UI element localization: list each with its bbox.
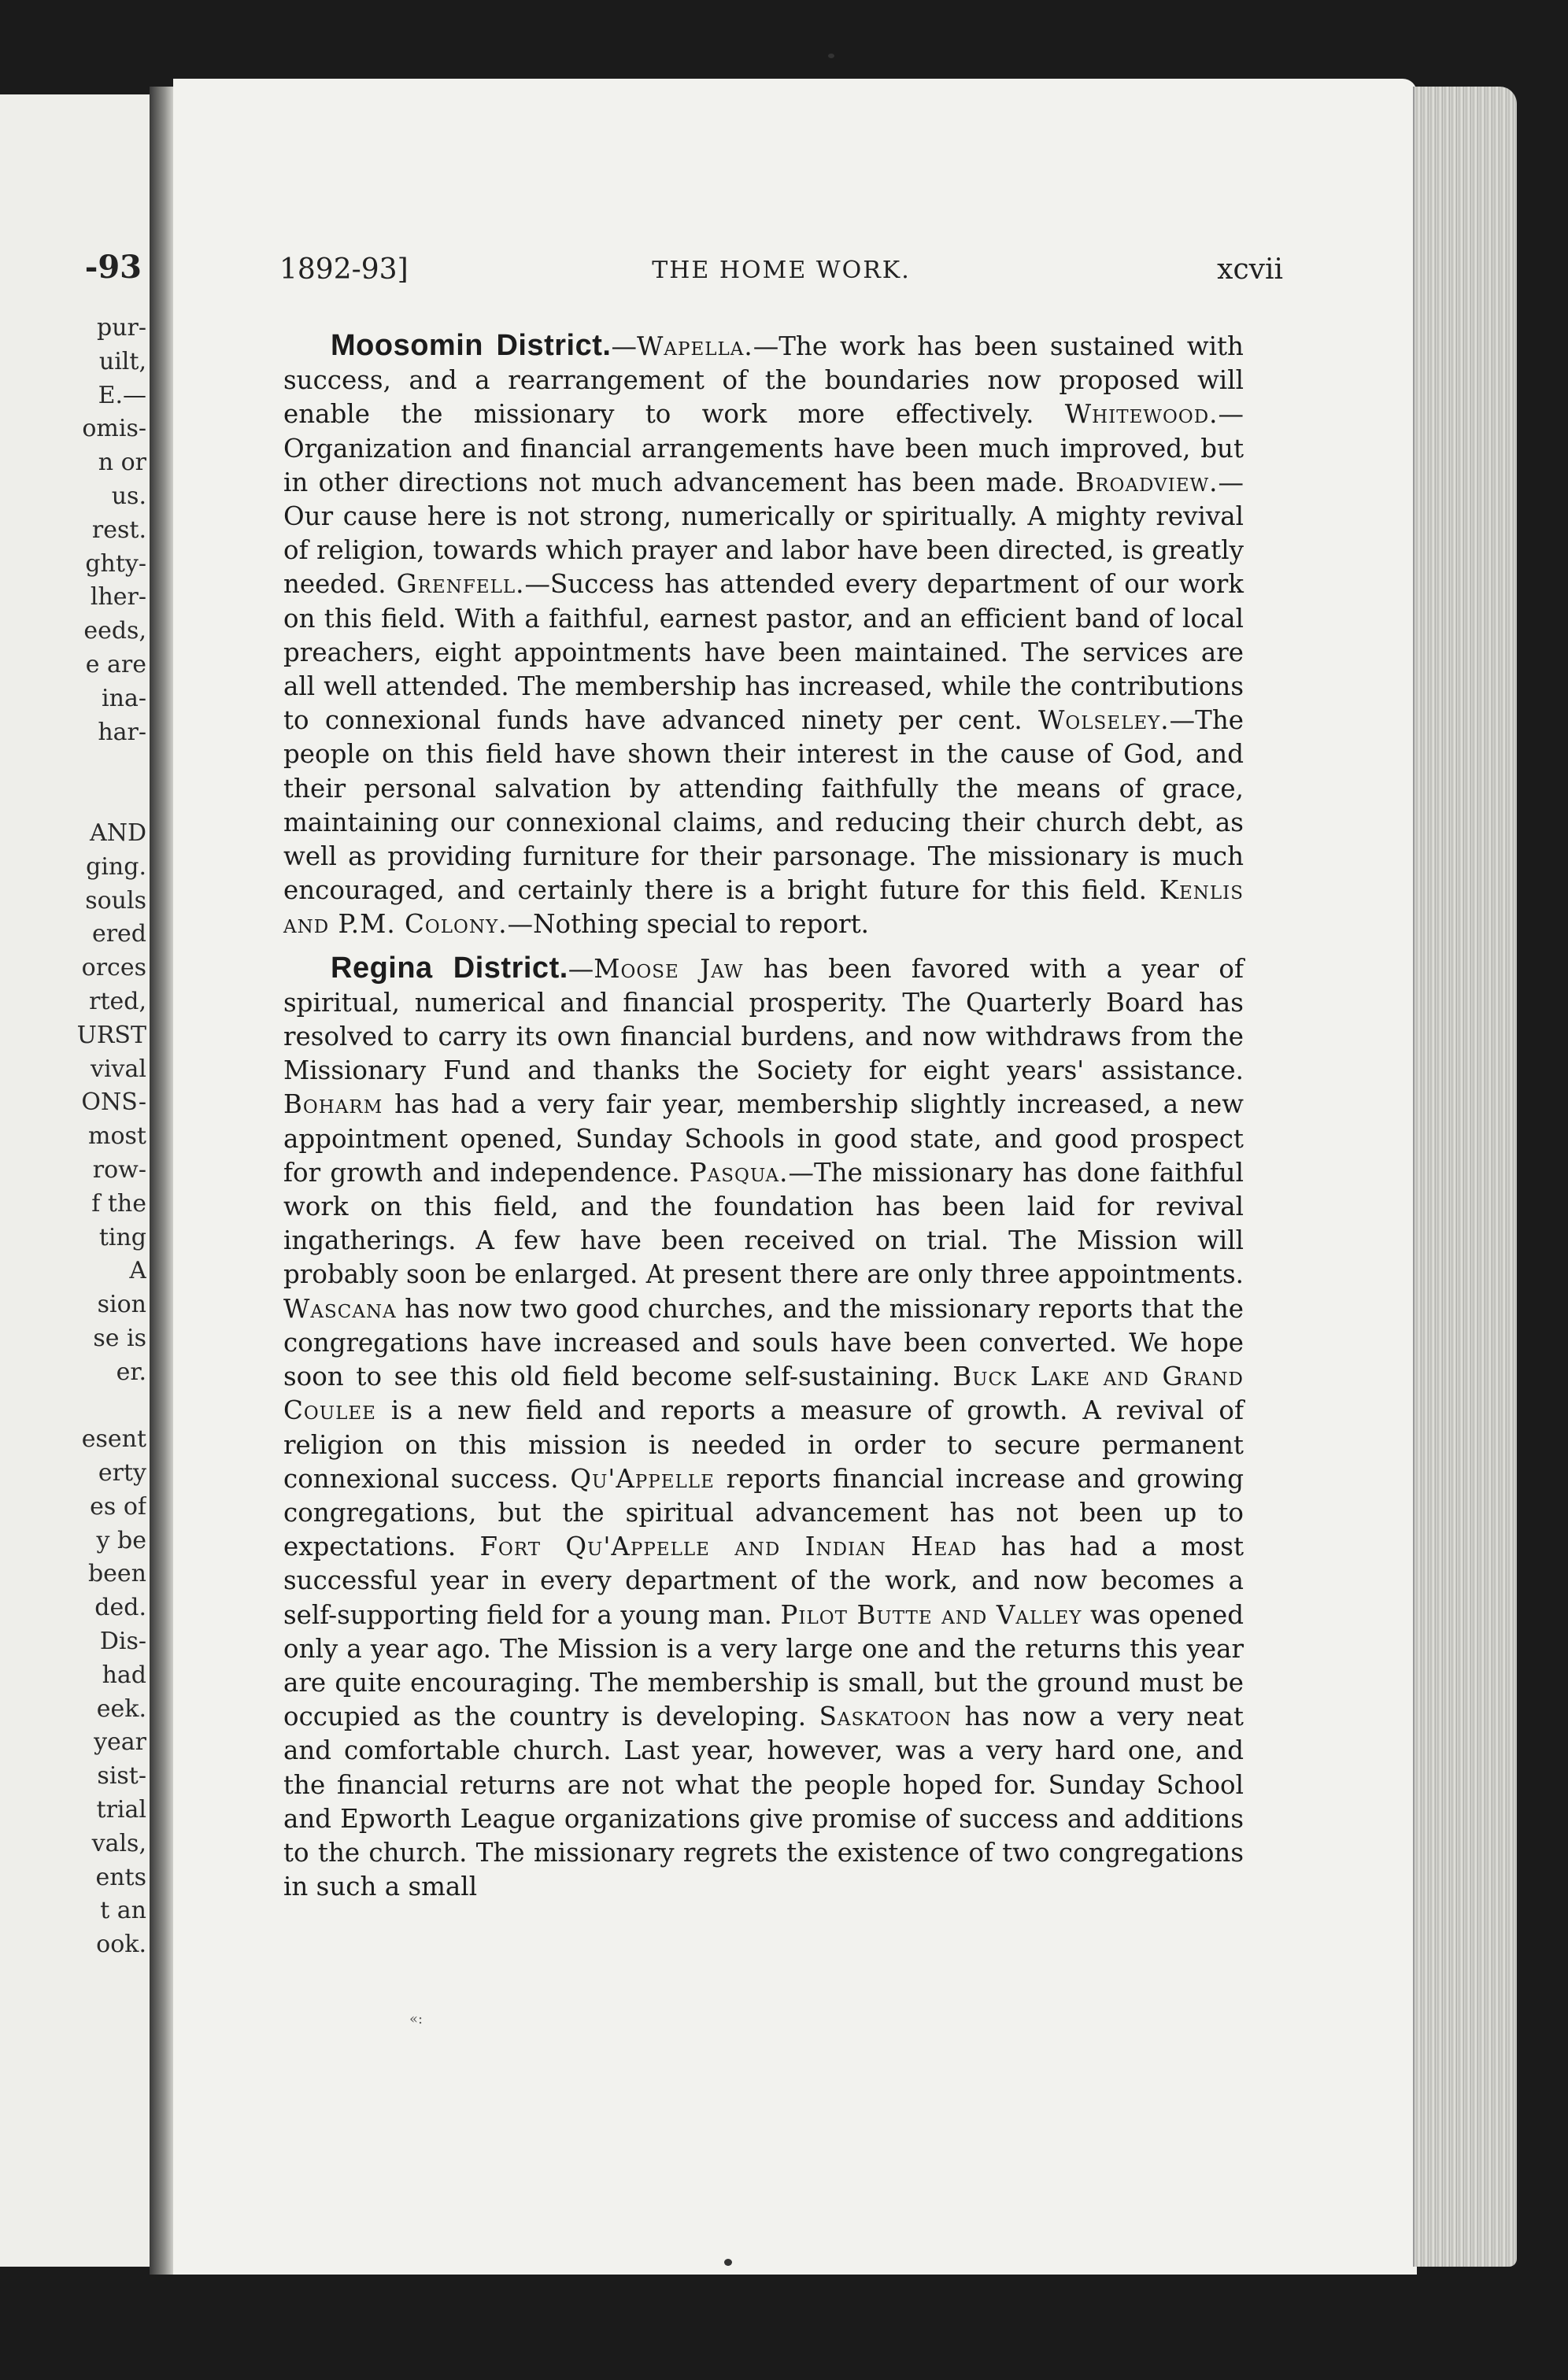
page-edges [1413,87,1517,2267]
left-page-fragment: had [102,1661,146,1689]
left-page-fragment: ghty- [85,549,146,578]
mission-name: Fort Qu'Appelle and Indian Head [479,1532,978,1562]
mission-name: Kenlis and P.M. Colony. [283,875,1244,940]
dust-speck [724,2259,732,2266]
header-page-number: xcvii [1217,253,1283,286]
left-page-fragment: Dis- [99,1628,146,1656]
mission-name: Wascana [283,1293,397,1324]
left-page-fragment: y be [96,1526,146,1554]
left-page-fragment: ina- [102,684,146,712]
moosomin-district-paragraph: Moosomin District.—Wapella.—The work has been sustained with success, and a rearrangement of the boundaries now proposed will enable the missionary to work more effectively. Whitewood.—Organization and financial arrangements have been much improved, but in other directions not much advancement has been made. Broadview.—Our cause here is not strong, numerically or spiritually. A mighty revival of religion, towards which prayer and labor have been directed, is greatly needed. Grenfell.—Success has attended every department of our work on this field. With a faithful, earnest pastor, and an efficient band of local preachers, eight appointments have been maintained. The services are all well attended. The membership has increased, while the contributions to connexional funds have advanced ninety per cent. Wolseley.—The people on this field have shown their interest in the cause of God, and their personal salvation by attending faithfully the means of grace, maintaining our connexional claims, and reducing their church debt, as well as providing furniture for their parsonage. The missionary is much encouraged, and certainly there is a bright future for this field. Kenlis and P.M. Colony.—Nothing special to report. [283,329,1244,940]
left-page-fragment: sion [97,1291,146,1319]
mission-name: Buck Lake and Grand Coulee [283,1362,1244,1426]
left-page-fragment: har- [98,718,146,746]
left-page-fragment: sist- [97,1762,146,1791]
left-page-fragment: vals, [91,1829,146,1857]
mission-name: Qu'Appelle [570,1463,715,1494]
mission-name: Wapella. [636,331,753,361]
left-page-fragment: URST [76,1021,146,1049]
left-page-fragment: eeds, [83,617,146,645]
left-page-fragment: pur- [96,314,146,342]
left-page-fragment: us. [111,482,146,510]
left-page-fragment: vival [91,1055,146,1083]
left-page-fragment: row- [92,1155,146,1184]
left-page-fragment: omis- [82,415,146,443]
left-page-fragment: e are [85,650,146,678]
left-page-fragment: es of [90,1492,146,1521]
left-page-fragment: ered [91,920,146,948]
header-year: 1892-93] [279,253,409,286]
left-page-fragment: lher- [90,583,146,612]
mission-name: Saskatoon [819,1702,952,1732]
regina-district-paragraph: Regina District.—Moose Jaw has been favored with a year of spiritual, numerical and financial prosperity. The Quarterly Board has resolved to carry its own financial burdens, and now withdraws from the Missionary Fund and thanks the Society for eight years' assistance. Boharm has had a very fair year, membership slightly increased, a new appointment opened, Sunday Schools in good state, and good prospect for growth and independence. Pasqua.—The missionary has done faithful work on this field, and the foundation has been laid for revival ingatherings. A few have been received on trial. The Mission will probably soon be enlarged. At present there are only three appointments. Wascana has now two good churches, and the missionary reports that the congregations have increased and souls have been converted. We hope soon to see this old field become self-sustaining. Buck Lake and Grand Coulee is a new field and reports a measure of growth. A revival of religion on this mission is needed in order to secure permanent connexional success. Qu'Appelle reports financial increase and growing congregations, but the spiritual advancement has not been up to expectations. Fort Qu'Appelle and Indian Head has had a most successful year in every department of the work, and now becomes a self-supporting field for a young man. Pilot Butte and Valley was opened only a year ago. The Mission is a very large one and the returns this year are quite encouraging. The membership is small, but the ground must be occupied as the country is developing. Saskatoon has now a very neat and comfortable church. Last year, however, was a very hard one, and the financial returns are not what the people hoped for. Sunday School and Epworth League organizations give promise of success and additions to the church. The missionary regrets the existence of two congregations in such a small [283,951,1244,1902]
mission-name: Grenfell. [396,569,525,600]
left-page-header: -93 [84,249,142,286]
left-page-fragment: most [88,1122,146,1151]
left-page-fragment: f the [91,1189,146,1218]
header-title: THE HOME WORK. [652,257,911,284]
left-page-fragment: esent [81,1425,146,1454]
left-page-fragment: AND [90,819,146,847]
mission-name: Boharm [283,1089,383,1120]
page-bottom-mark: «: [409,2011,423,2027]
left-page-fragment: orces [81,954,146,982]
left-page-fragment: ook. [96,1931,146,1959]
mission-name: Pasqua. [689,1157,789,1188]
mission-name: Moose Jaw [594,953,744,984]
left-page-fragment: uilt, [98,347,146,375]
book-gutter [150,87,173,2275]
left-page-text-fragments [0,312,146,1962]
mission-name: Wolseley. [1037,705,1170,736]
dust-speck [828,54,834,58]
left-page-fragment: ents [95,1863,146,1891]
left-page-fragment: E.— [98,381,146,409]
running-header [279,253,1283,293]
left-page-fragment: er. [116,1358,146,1386]
left-page-fragment [0,1390,146,1424]
mission-name: Pilot Butte and Valley [780,1599,1082,1630]
district-heading: Regina District. [331,951,568,985]
left-page-fragment: year [94,1728,146,1757]
left-page-fragment: n or [98,449,146,477]
district-heading: Moosomin District. [331,329,612,362]
left-page-fragment: trial [96,1796,146,1824]
left-page-fragment: erty [98,1459,146,1488]
left-page-fragment: ONS- [81,1088,146,1117]
left-page-fragment: ded. [94,1594,146,1622]
left-page-fragment: ging. [86,852,146,881]
left-page-fragment: souls [85,886,146,915]
left-page-fragment [0,749,146,783]
page-body [283,329,1244,1904]
left-page-fragment: A [129,1257,146,1285]
left-page-fragment: eek. [96,1694,146,1723]
left-page-fragment: rted, [89,987,146,1015]
left-page-fragment: t an [100,1897,146,1925]
mission-name: Broadview. [1075,467,1219,497]
left-page-fragment: se is [93,1324,146,1352]
mission-name: Whitewood. [1064,399,1219,430]
left-page-fragment: been [87,1560,146,1588]
left-page-fragment [0,783,146,817]
left-page-fragment: rest. [91,516,146,544]
left-page-fragment: ting [98,1223,146,1251]
